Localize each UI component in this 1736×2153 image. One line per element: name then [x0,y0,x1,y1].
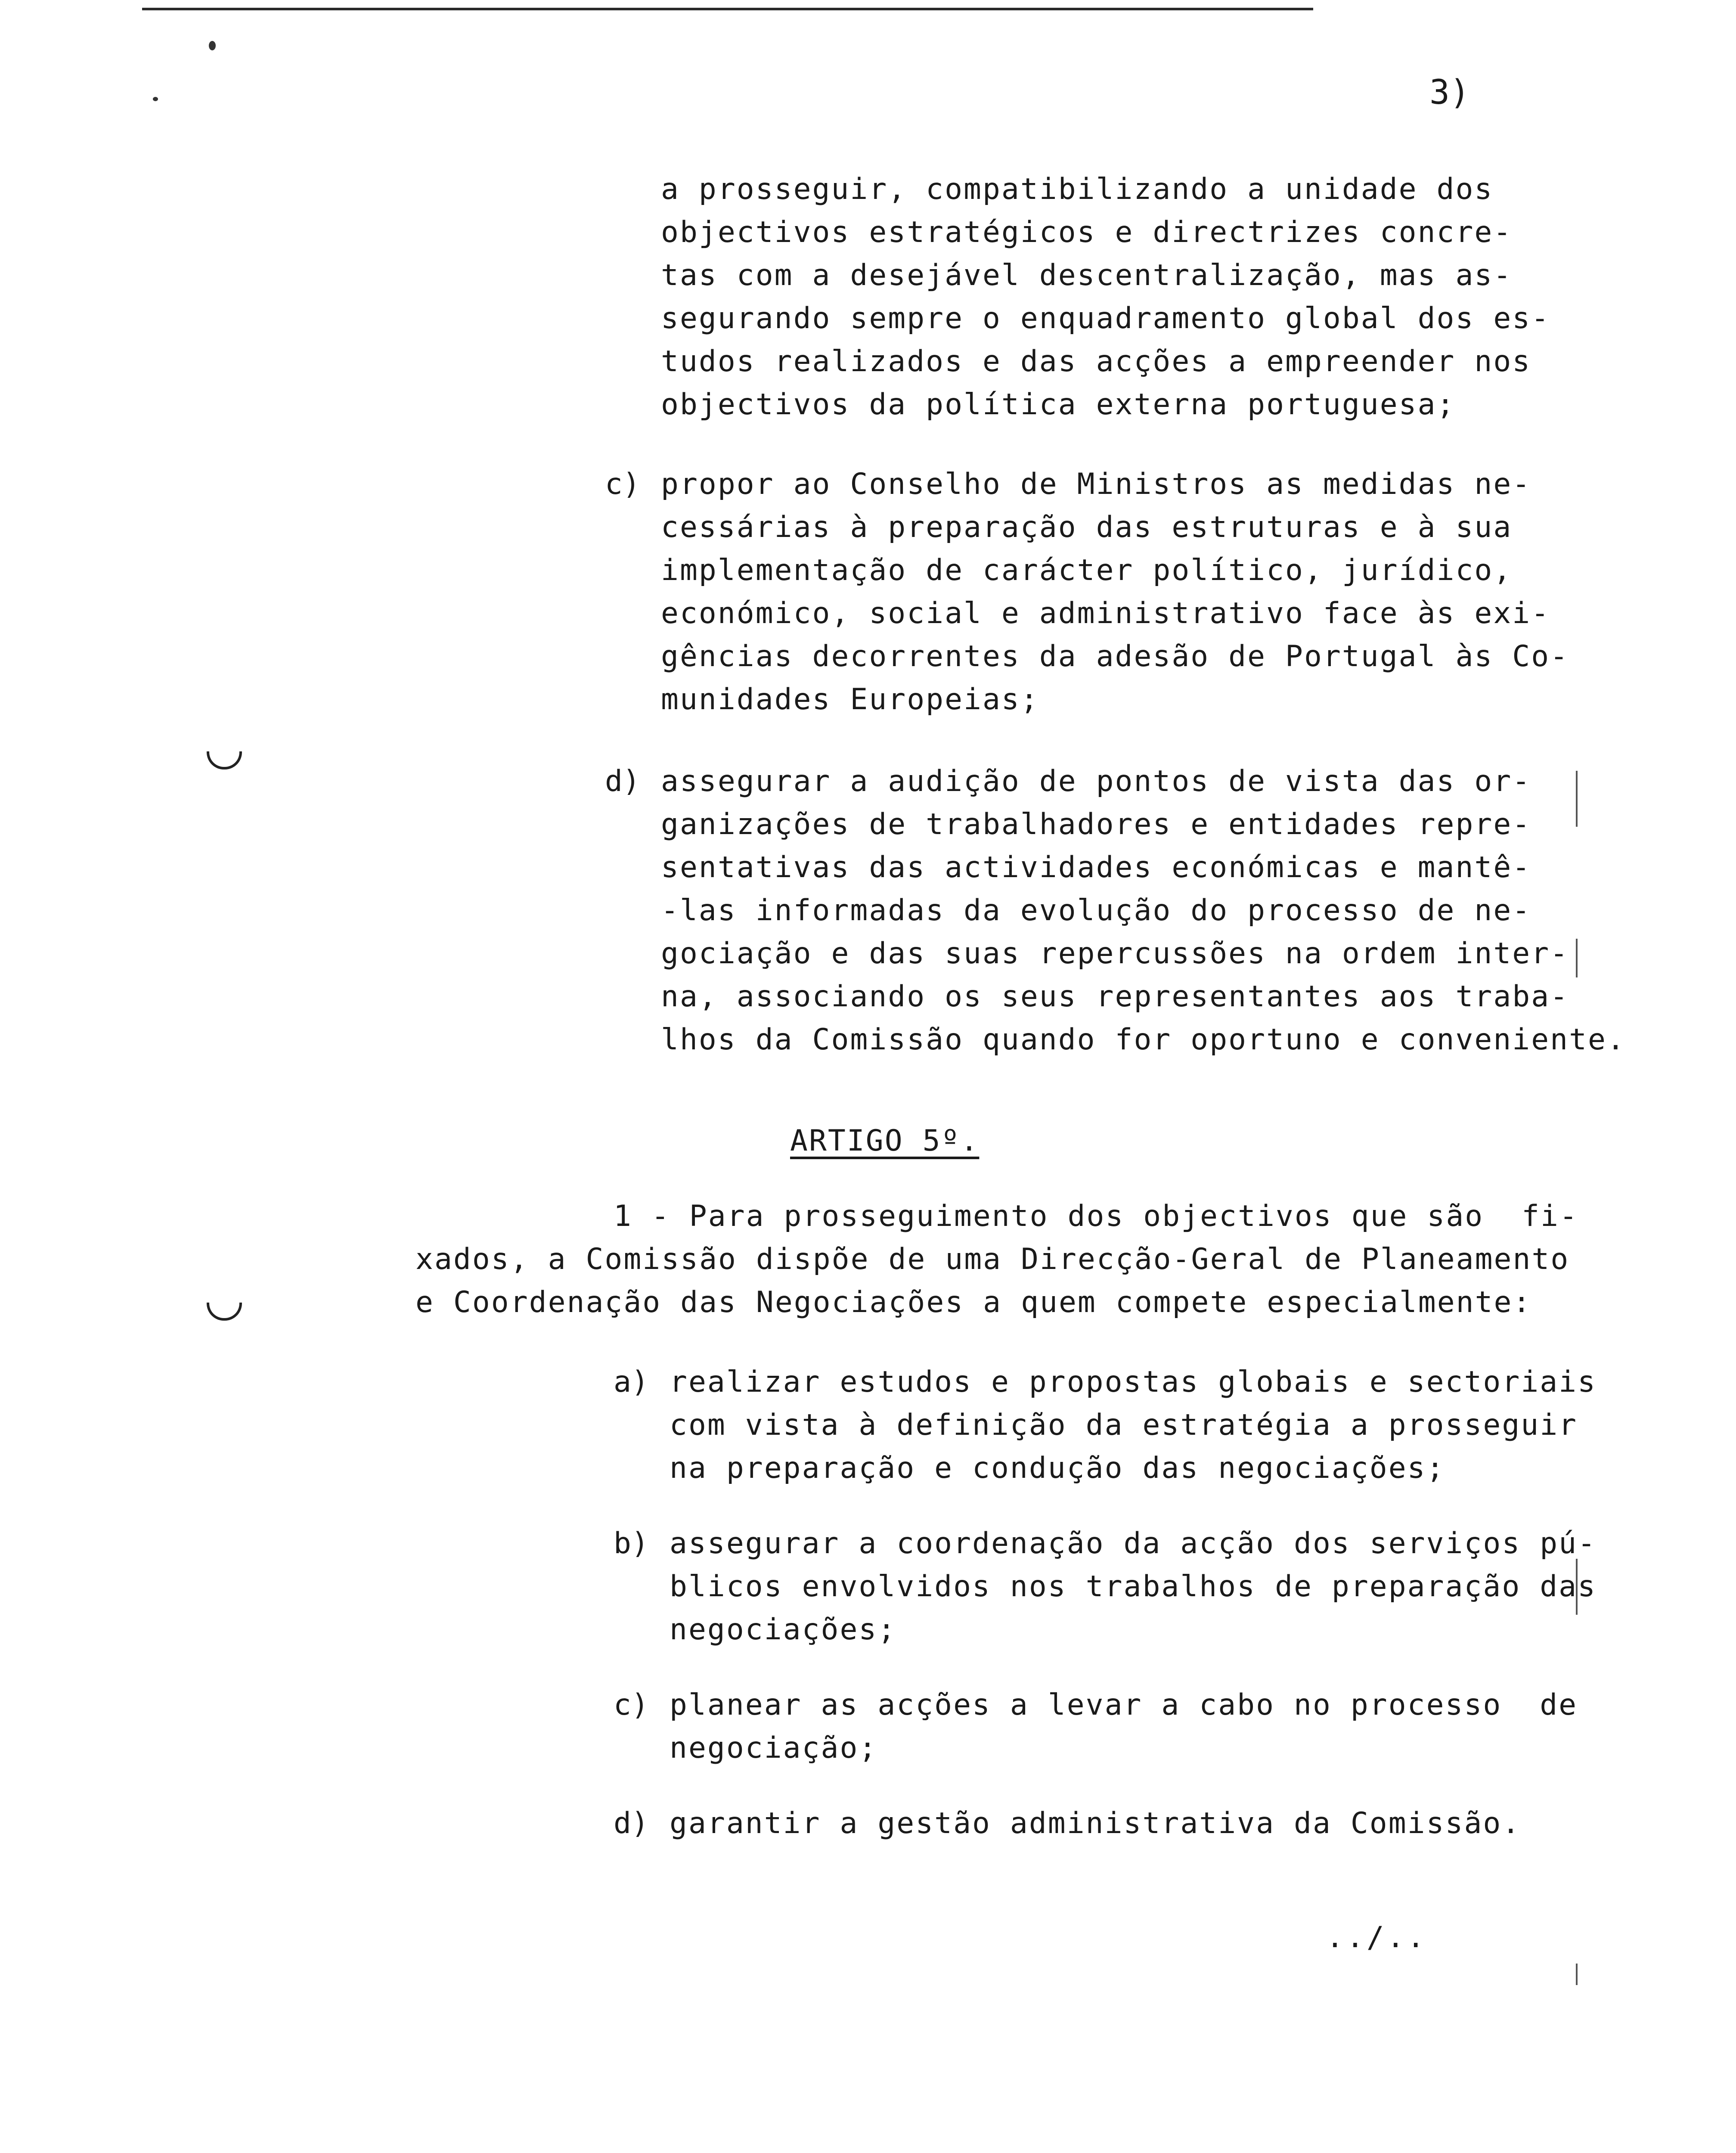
body-line: com vista à definição da estratégia a prosseguir [670,1408,1578,1442]
body-line: lhos da Comissão quando for oportuno e conveniente. [661,1023,1626,1057]
list-marker: b) [614,1526,649,1560]
top-rule [142,8,1313,10]
body-line: -las informadas da evolução do processo de ne- [661,893,1531,928]
list-marker: c) [614,1688,649,1722]
scan-speck [153,97,158,101]
body-line: negociação; [670,1731,878,1765]
body-line: implementação de carácter político, jurídico, [661,553,1513,587]
body-line: tas com a desejável descentralização, mas as- [661,258,1513,292]
edge-mark [1576,771,1578,827]
body-line: objectivos estratégicos e directrizes concre- [661,215,1513,249]
body-line: garantir a gestão administrativa da Comissão. [670,1806,1521,1840]
body-line: a prosseguir, compatibilizando a unidade dos [661,172,1494,206]
body-line: assegurar a coordenação da acção dos serviços pú- [670,1526,1597,1560]
body-line: xados, a Comissão dispõe de uma Direcção-Geral de Planeamento [415,1242,1570,1276]
body-line: objectivos da política externa portuguesa; [661,388,1456,422]
punch-hole-mark [207,1303,242,1321]
body-line: e Coordenação das Negociações a quem compete especialmente: [415,1285,1532,1319]
body-line: gências decorrentes da adesão de Portugal às Co- [661,639,1569,673]
body-line: segurando sempre o enquadramento global dos es- [661,301,1550,335]
edge-mark [1576,1964,1578,1985]
scan-speck [209,41,216,50]
continuation-mark: ../.. [1326,1920,1427,1954]
list-marker: a) [614,1365,649,1399]
punch-hole-mark [207,751,242,769]
body-line: ganizações de trabalhadores e entidades repre- [661,807,1531,841]
body-line: na, associando os seus representantes aos traba- [661,980,1569,1014]
body-line: planear as acções a levar a cabo no processo de [670,1688,1578,1722]
body-line: na preparação e condução das negociações; [670,1451,1445,1485]
body-line: gociação e das suas repercussões na ordem inter- [661,937,1569,971]
body-line: propor ao Conselho de Ministros as medidas ne- [661,467,1531,501]
body-line: cessárias à preparação das estruturas e à sua [661,510,1513,544]
body-line: blicos envolvidos nos trabalhos de preparação das [670,1570,1597,1604]
body-line: munidades Europeias; [661,683,1039,717]
body-line: realizar estudos e propostas globais e sectoriais [670,1365,1597,1399]
body-line: sentativas das actividades económicas e mantê- [661,850,1531,884]
body-line: negociações; [670,1613,897,1647]
list-marker: d) [605,764,640,798]
edge-mark [1576,939,1578,977]
body-line: económico, social e administrativo face às exi- [661,596,1550,630]
page-number: 3) [1429,73,1470,112]
list-marker: c) [605,467,640,501]
body-line: 1 - Para prosseguimento dos objectivos que são fi- [614,1199,1578,1233]
body-line: tudos realizados e das acções a empreender nos [661,344,1531,378]
body-line: assegurar a audição de pontos de vista das or- [661,764,1531,798]
list-marker: d) [614,1806,649,1840]
article-heading: ARTIGO 5º. [790,1124,980,1158]
